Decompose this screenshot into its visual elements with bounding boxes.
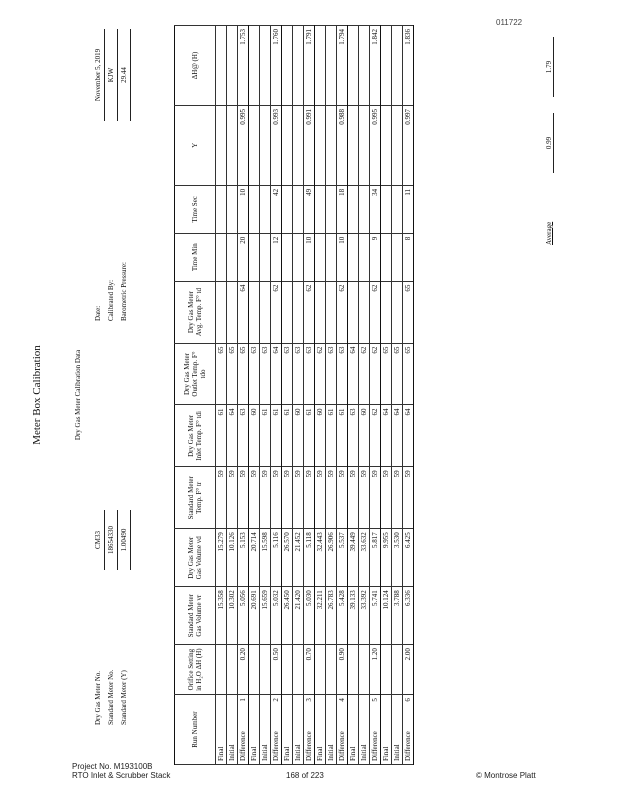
outlet-temp-cell: 63 xyxy=(249,343,260,405)
y-value-cell xyxy=(282,105,293,185)
outlet-temp-cell: 63 xyxy=(337,343,348,405)
orifice-setting-cell xyxy=(293,645,304,695)
std-temp-cell: 59 xyxy=(392,467,403,529)
outlet-temp-cell: 65 xyxy=(392,343,403,405)
inlet-temp-cell: 60 xyxy=(249,405,260,467)
std-temp-cell: 59 xyxy=(326,467,337,529)
outlet-temp-cell: 62 xyxy=(359,343,370,405)
inlet-temp-cell: 63 xyxy=(348,405,359,467)
info-row xyxy=(94,495,107,725)
calibration-table-body xyxy=(216,26,414,765)
std-temp-cell: 59 xyxy=(293,467,304,529)
avg-temp-cell xyxy=(315,281,326,343)
sheet-subtitle: Dry Gas Meter Calibration Data xyxy=(74,349,82,441)
info-value: CM33 xyxy=(94,510,105,570)
std-volume-cell: 5.030 xyxy=(304,587,315,645)
inlet-temp-cell: 64 xyxy=(403,405,414,467)
std-volume-cell: 3.788 xyxy=(392,587,403,645)
time-sec-cell: 34 xyxy=(370,185,381,233)
time-sec-cell xyxy=(260,185,271,233)
col-header: Dry Gas Meter Avg. Temp. F° td xyxy=(175,281,216,343)
dh-value-cell: 1.794 xyxy=(337,26,348,106)
time-min-cell xyxy=(227,233,238,281)
std-temp-cell: 59 xyxy=(337,467,348,529)
dgm-volume-cell: 5.153 xyxy=(238,529,249,587)
average-y-value: 0.99 xyxy=(545,113,554,173)
time-min-cell xyxy=(392,233,403,281)
info-row xyxy=(120,25,133,321)
time-min-cell: 8 xyxy=(403,233,414,281)
std-volume-cell: 5.056 xyxy=(238,587,249,645)
outlet-temp-cell: 65 xyxy=(238,343,249,405)
dgm-volume-cell: 32.443 xyxy=(315,529,326,587)
info-value: 1.00490 xyxy=(120,510,131,570)
time-min-cell xyxy=(282,233,293,281)
dgm-volume-cell: 15.598 xyxy=(260,529,271,587)
orifice-setting-cell xyxy=(216,645,227,695)
info-label: Calibrated By: xyxy=(107,279,115,321)
row-label-cell: Initial xyxy=(293,695,304,765)
row-label-cell: Final xyxy=(216,695,227,765)
dh-value-cell: 1.836 xyxy=(403,26,414,106)
col-header: ΔH@ (H) xyxy=(175,26,216,106)
run-number: 2 xyxy=(271,698,280,702)
info-row xyxy=(120,495,133,725)
time-min-cell xyxy=(381,233,392,281)
row-label-cell: Initial xyxy=(359,695,370,765)
time-min-cell: 10 xyxy=(304,233,315,281)
std-temp-cell: 59 xyxy=(315,467,326,529)
run-number: 5 xyxy=(370,698,379,702)
dgm-volume-cell: 5.537 xyxy=(337,529,348,587)
std-volume-cell: 21.420 xyxy=(293,587,304,645)
time-min-cell xyxy=(216,233,227,281)
row-label-cell: Difference 5 xyxy=(370,695,381,765)
info-value: KJW xyxy=(107,29,118,121)
dgm-volume-cell: 15.279 xyxy=(216,529,227,587)
dh-value-cell xyxy=(282,26,293,106)
std-temp-cell: 59 xyxy=(271,467,282,529)
inlet-temp-cell: 61 xyxy=(337,405,348,467)
meter-info-left xyxy=(94,495,133,725)
sheet-title: Meter Box Calibration xyxy=(31,345,43,445)
orifice-setting-cell: 0.50 xyxy=(271,645,282,695)
row-label-cell: Final xyxy=(381,695,392,765)
row-label-cell: Initial xyxy=(392,695,403,765)
inlet-temp-cell: 64 xyxy=(392,405,403,467)
dgm-volume-cell: 26.906 xyxy=(326,529,337,587)
time-min-cell xyxy=(260,233,271,281)
table-row xyxy=(326,26,337,765)
dgm-volume-cell: 5.118 xyxy=(304,529,315,587)
info-value: November 5, 2019 xyxy=(94,29,105,121)
info-label: Standard Meter (Y) xyxy=(120,670,128,725)
col-header: Time Sec xyxy=(175,185,216,233)
row-label-cell: Final xyxy=(282,695,293,765)
info-label: Barometric Pressure: xyxy=(120,262,128,321)
info-row xyxy=(107,25,120,321)
y-value-cell xyxy=(227,105,238,185)
orifice-setting-cell xyxy=(315,645,326,695)
std-temp-cell: 59 xyxy=(359,467,370,529)
std-volume-cell: 15.659 xyxy=(260,587,271,645)
std-volume-cell: 26.450 xyxy=(282,587,293,645)
calibration-table xyxy=(174,25,414,765)
time-min-cell xyxy=(293,233,304,281)
time-min-cell xyxy=(348,233,359,281)
col-header: Standard Meter Temp. F° tr xyxy=(175,467,216,529)
dh-value-cell xyxy=(293,26,304,106)
footer-site: RTO Inlet & Scrubber Stack xyxy=(72,771,171,780)
std-volume-cell: 10.302 xyxy=(227,587,238,645)
orifice-setting-cell: 0.90 xyxy=(337,645,348,695)
outlet-temp-cell: 62 xyxy=(370,343,381,405)
dh-value-cell xyxy=(326,26,337,106)
time-sec-cell xyxy=(216,185,227,233)
y-value-cell xyxy=(326,105,337,185)
dh-value-cell xyxy=(227,26,238,106)
table-row xyxy=(370,26,381,765)
std-volume-cell: 5.428 xyxy=(337,587,348,645)
orifice-setting-cell: 0.70 xyxy=(304,645,315,695)
dgm-volume-cell: 9.955 xyxy=(381,529,392,587)
std-temp-cell: 59 xyxy=(238,467,249,529)
y-value-cell xyxy=(348,105,359,185)
table-row xyxy=(249,26,260,765)
info-row xyxy=(94,25,107,321)
avg-temp-cell xyxy=(326,281,337,343)
info-label: Dry Gas Meter No. xyxy=(94,670,102,725)
dh-value-cell xyxy=(392,26,403,106)
dh-value-cell: 1.842 xyxy=(370,26,381,106)
run-number: 4 xyxy=(337,698,346,702)
avg-temp-cell xyxy=(293,281,304,343)
avg-temp-cell xyxy=(227,281,238,343)
dgm-volume-cell: 10.126 xyxy=(227,529,238,587)
avg-temp-cell: 62 xyxy=(370,281,381,343)
y-value-cell: 0.997 xyxy=(403,105,414,185)
inlet-temp-cell: 61 xyxy=(271,405,282,467)
col-header: Dry Gas Meter Gas Volume vd xyxy=(175,529,216,587)
row-label-cell: Initial xyxy=(326,695,337,765)
dh-value-cell: 1.760 xyxy=(271,26,282,106)
table-row xyxy=(260,26,271,765)
dgm-volume-cell: 20.714 xyxy=(249,529,260,587)
row-label-cell: Difference 6 xyxy=(403,695,414,765)
table-row xyxy=(403,26,414,765)
footer-page: 168 of 223 xyxy=(286,771,324,780)
outlet-temp-cell: 65 xyxy=(403,343,414,405)
dgm-volume-cell: 33.632 xyxy=(359,529,370,587)
footer-project-number: Project No. M193100B xyxy=(72,762,153,771)
outlet-temp-cell: 63 xyxy=(326,343,337,405)
table-row xyxy=(216,26,227,765)
std-volume-cell: 39.133 xyxy=(348,587,359,645)
outlet-temp-cell: 63 xyxy=(260,343,271,405)
inlet-temp-cell: 61 xyxy=(260,405,271,467)
col-header: Time Min xyxy=(175,233,216,281)
y-value-cell: 0.988 xyxy=(337,105,348,185)
run-number: 6 xyxy=(403,698,412,702)
avg-temp-cell: 64 xyxy=(238,281,249,343)
average-label: Average xyxy=(545,221,553,245)
std-volume-cell: 33.392 xyxy=(359,587,370,645)
dh-value-cell: 1.753 xyxy=(238,26,249,106)
time-sec-cell xyxy=(359,185,370,233)
row-label-cell: Difference 3 xyxy=(304,695,315,765)
time-sec-cell xyxy=(348,185,359,233)
orifice-setting-cell xyxy=(260,645,271,695)
info-label: Standard Meter No. xyxy=(107,669,115,725)
orifice-setting-cell: 1.20 xyxy=(370,645,381,695)
table-row xyxy=(315,26,326,765)
std-temp-cell: 59 xyxy=(282,467,293,529)
dh-value-cell xyxy=(348,26,359,106)
row-label-cell: Initial xyxy=(260,695,271,765)
table-row xyxy=(271,26,282,765)
run-number: 3 xyxy=(304,698,313,702)
outlet-temp-cell: 64 xyxy=(348,343,359,405)
time-min-cell xyxy=(249,233,260,281)
orifice-setting-cell xyxy=(359,645,370,695)
meter-info-right xyxy=(94,25,133,321)
y-value-cell: 0.991 xyxy=(304,105,315,185)
orifice-setting-cell xyxy=(392,645,403,695)
avg-temp-cell xyxy=(359,281,370,343)
outlet-temp-cell: 62 xyxy=(315,343,326,405)
time-sec-cell: 10 xyxy=(238,185,249,233)
time-min-cell: 12 xyxy=(271,233,282,281)
outlet-temp-cell: 63 xyxy=(282,343,293,405)
y-value-cell xyxy=(216,105,227,185)
outlet-temp-cell: 63 xyxy=(293,343,304,405)
run-number: 1 xyxy=(238,698,247,702)
inlet-temp-cell: 60 xyxy=(293,405,304,467)
time-min-cell: 10 xyxy=(337,233,348,281)
inlet-temp-cell: 60 xyxy=(359,405,370,467)
avg-temp-cell xyxy=(381,281,392,343)
inlet-temp-cell: 63 xyxy=(238,405,249,467)
std-temp-cell: 59 xyxy=(348,467,359,529)
orifice-setting-cell xyxy=(282,645,293,695)
table-row xyxy=(304,26,315,765)
outlet-temp-cell: 65 xyxy=(227,343,238,405)
std-temp-cell: 59 xyxy=(403,467,414,529)
info-label: Date: xyxy=(94,305,102,321)
col-header: Standard Meter Gas Volume vr xyxy=(175,587,216,645)
std-volume-cell: 10.124 xyxy=(381,587,392,645)
orifice-setting-cell: 0.20 xyxy=(238,645,249,695)
std-temp-cell: 59 xyxy=(304,467,315,529)
dgm-volume-cell: 21.452 xyxy=(293,529,304,587)
avg-temp-cell xyxy=(282,281,293,343)
table-row xyxy=(359,26,370,765)
avg-temp-cell xyxy=(249,281,260,343)
time-min-cell: 20 xyxy=(238,233,249,281)
avg-temp-cell xyxy=(216,281,227,343)
inlet-temp-cell: 61 xyxy=(216,405,227,467)
table-row xyxy=(293,26,304,765)
std-temp-cell: 59 xyxy=(227,467,238,529)
std-temp-cell: 59 xyxy=(370,467,381,529)
time-sec-cell xyxy=(315,185,326,233)
inlet-temp-cell: 61 xyxy=(326,405,337,467)
std-volume-cell: 20.691 xyxy=(249,587,260,645)
orifice-setting-cell xyxy=(249,645,260,695)
orifice-setting-cell xyxy=(326,645,337,695)
time-sec-cell: 11 xyxy=(403,185,414,233)
y-value-cell xyxy=(249,105,260,185)
table-row xyxy=(227,26,238,765)
info-value: 29.44 xyxy=(120,29,131,121)
time-min-cell: 9 xyxy=(370,233,381,281)
table-header-row xyxy=(175,26,216,765)
avg-temp-cell: 62 xyxy=(304,281,315,343)
row-label-cell: Final xyxy=(315,695,326,765)
footer-project xyxy=(72,762,170,780)
info-row xyxy=(107,495,120,725)
time-sec-cell xyxy=(326,185,337,233)
y-value-cell: 0.993 xyxy=(271,105,282,185)
dh-value-cell xyxy=(359,26,370,106)
dgm-volume-cell: 5.817 xyxy=(370,529,381,587)
row-label-cell: Difference 1 xyxy=(238,695,249,765)
y-value-cell: 0.995 xyxy=(370,105,381,185)
outlet-temp-cell: 65 xyxy=(216,343,227,405)
row-label-cell: Initial xyxy=(227,695,238,765)
dgm-volume-cell: 39.449 xyxy=(348,529,359,587)
dh-value-cell xyxy=(216,26,227,106)
time-sec-cell xyxy=(381,185,392,233)
inlet-temp-cell: 61 xyxy=(304,405,315,467)
avg-temp-cell: 62 xyxy=(271,281,282,343)
y-value-cell xyxy=(260,105,271,185)
row-label-cell: Difference 4 xyxy=(337,695,348,765)
table-row xyxy=(348,26,359,765)
time-sec-cell xyxy=(282,185,293,233)
dgm-volume-cell: 6.425 xyxy=(403,529,414,587)
time-min-cell xyxy=(326,233,337,281)
time-sec-cell: 49 xyxy=(304,185,315,233)
inlet-temp-cell: 61 xyxy=(282,405,293,467)
outlet-temp-cell: 63 xyxy=(304,343,315,405)
avg-temp-cell xyxy=(348,281,359,343)
std-temp-cell: 59 xyxy=(381,467,392,529)
y-value-cell xyxy=(293,105,304,185)
average-dh-value: 1.79 xyxy=(545,37,554,97)
dh-value-cell: 1.791 xyxy=(304,26,315,106)
table-row xyxy=(392,26,403,765)
row-label-cell: Final xyxy=(348,695,359,765)
y-value-cell xyxy=(315,105,326,185)
inlet-temp-cell: 60 xyxy=(315,405,326,467)
rotated-calibration-sheet xyxy=(21,25,591,765)
table-row xyxy=(238,26,249,765)
y-value-cell: 0.995 xyxy=(238,105,249,185)
std-volume-cell: 6.336 xyxy=(403,587,414,645)
dh-value-cell xyxy=(249,26,260,106)
y-value-cell xyxy=(392,105,403,185)
table-row xyxy=(282,26,293,765)
avg-temp-cell xyxy=(392,281,403,343)
std-temp-cell: 59 xyxy=(216,467,227,529)
orifice-setting-cell: 2.00 xyxy=(403,645,414,695)
std-volume-cell: 5.032 xyxy=(271,587,282,645)
std-temp-cell: 59 xyxy=(260,467,271,529)
inlet-temp-cell: 64 xyxy=(227,405,238,467)
inlet-temp-cell: 62 xyxy=(370,405,381,467)
avg-temp-cell: 62 xyxy=(337,281,348,343)
time-sec-cell: 42 xyxy=(271,185,282,233)
std-volume-cell: 15.358 xyxy=(216,587,227,645)
table-row xyxy=(381,26,392,765)
row-label-cell: Final xyxy=(249,695,260,765)
inlet-temp-cell: 64 xyxy=(381,405,392,467)
row-label-cell: Difference 2 xyxy=(271,695,282,765)
col-header: Dry Gas Meter Outlet Temp. F° tdo xyxy=(175,343,216,405)
time-min-cell xyxy=(359,233,370,281)
document-page-number: 011722 xyxy=(496,18,523,27)
orifice-setting-cell xyxy=(381,645,392,695)
orifice-setting-cell xyxy=(348,645,359,695)
time-min-cell xyxy=(315,233,326,281)
dgm-volume-cell: 5.116 xyxy=(271,529,282,587)
outlet-temp-cell: 64 xyxy=(271,343,282,405)
col-header: Y xyxy=(175,105,216,185)
dh-value-cell xyxy=(315,26,326,106)
col-header: Run Number xyxy=(175,695,216,765)
dh-value-cell xyxy=(260,26,271,106)
std-volume-cell: 32.211 xyxy=(315,587,326,645)
time-sec-cell xyxy=(293,185,304,233)
time-sec-cell xyxy=(227,185,238,233)
y-value-cell xyxy=(359,105,370,185)
time-sec-cell xyxy=(249,185,260,233)
std-volume-cell: 26.783 xyxy=(326,587,337,645)
avg-temp-cell: 65 xyxy=(403,281,414,343)
outlet-temp-cell: 65 xyxy=(381,343,392,405)
orifice-setting-cell xyxy=(227,645,238,695)
dgm-volume-cell: 26.570 xyxy=(282,529,293,587)
y-value-cell xyxy=(381,105,392,185)
info-value: 18654330 xyxy=(107,510,118,570)
dh-value-cell xyxy=(381,26,392,106)
dgm-volume-cell: 3.530 xyxy=(392,529,403,587)
col-header: Orifice Setting in H₂O ΔH (H) xyxy=(175,645,216,695)
col-header: Dry Gas Meter Inlet Temp. F° tdi xyxy=(175,405,216,467)
time-sec-cell xyxy=(392,185,403,233)
table-row xyxy=(337,26,348,765)
std-volume-cell: 5.741 xyxy=(370,587,381,645)
time-sec-cell: 18 xyxy=(337,185,348,233)
footer-company: © Montrose Platt xyxy=(476,771,536,780)
avg-temp-cell xyxy=(260,281,271,343)
std-temp-cell: 59 xyxy=(249,467,260,529)
